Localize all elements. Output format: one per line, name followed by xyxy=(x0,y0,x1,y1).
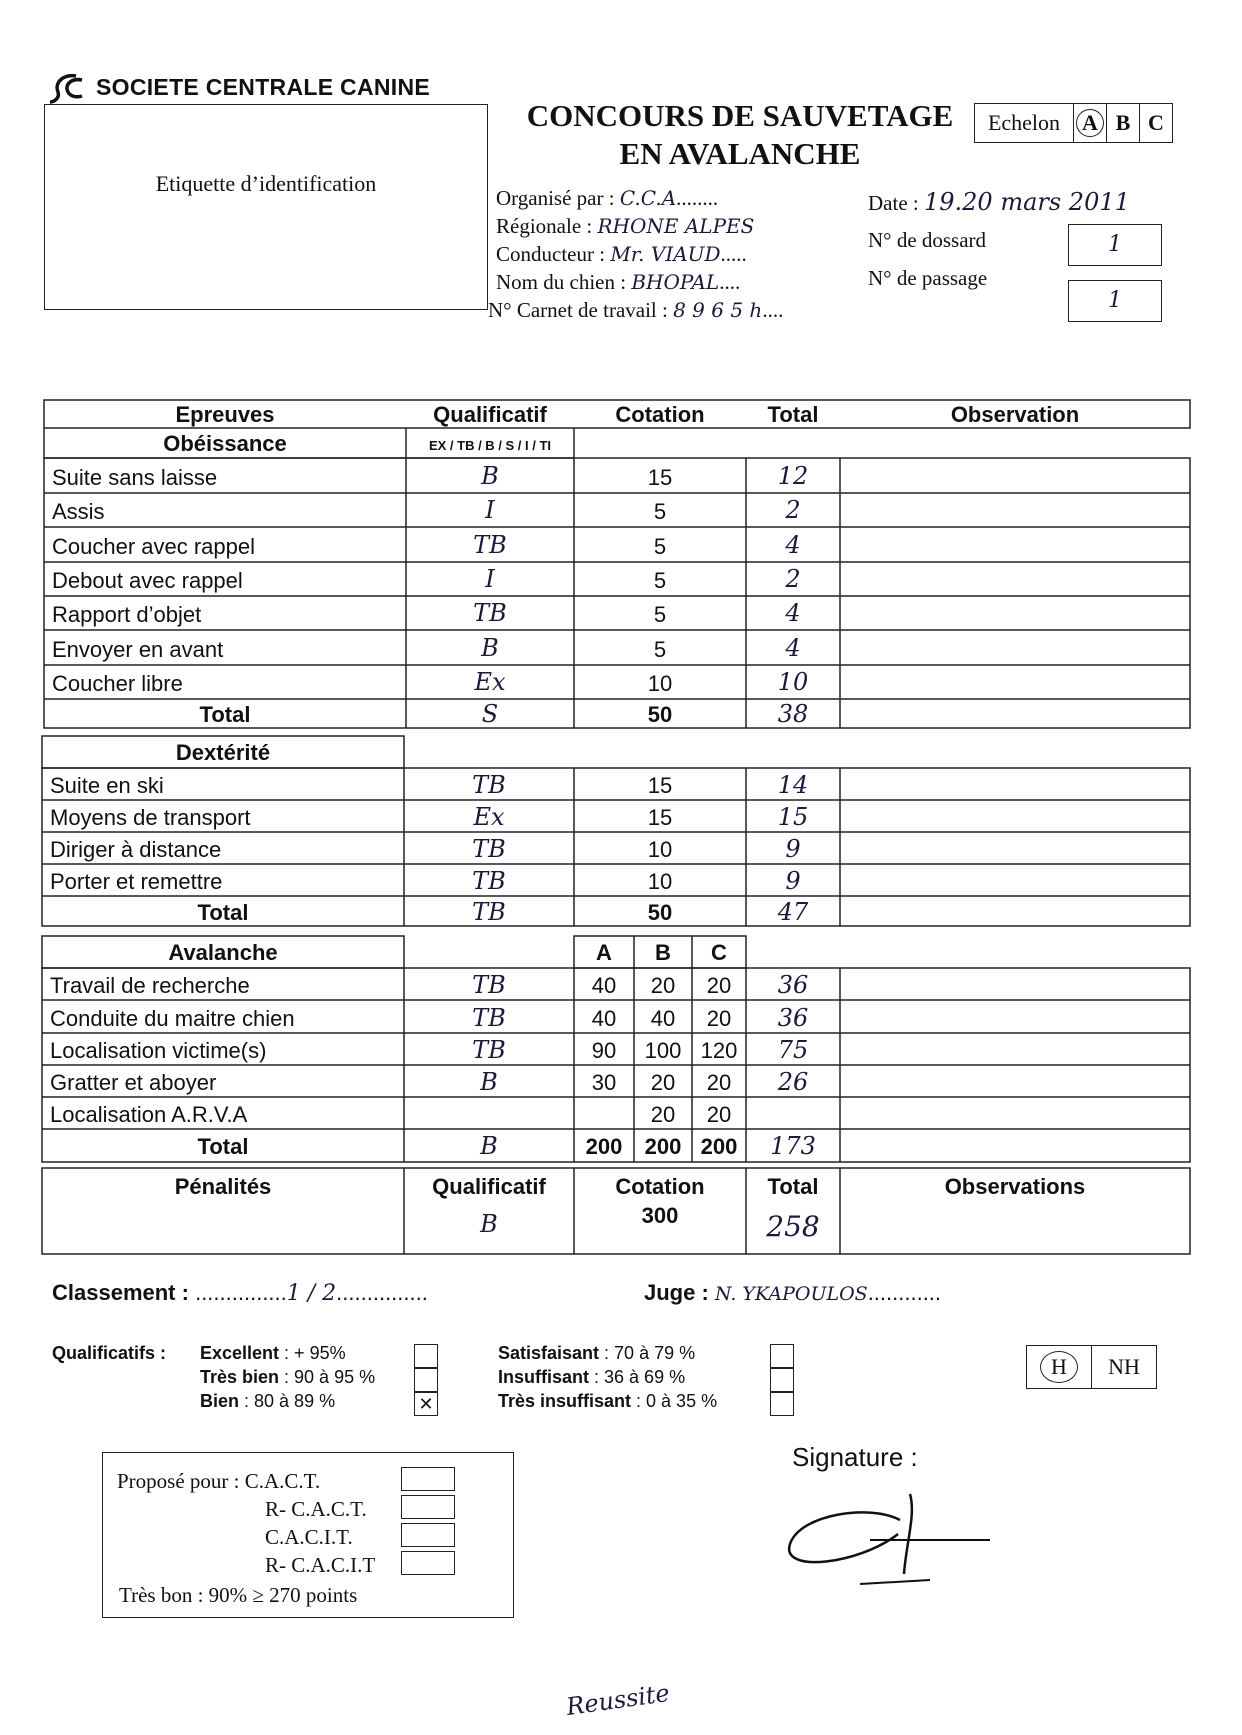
classement-value[interactable]: 1 / 2 xyxy=(286,1281,337,1306)
total-total[interactable]: 173 xyxy=(770,1132,816,1160)
row-c: 20 xyxy=(706,1006,732,1031)
propose-label: Proposé pour : C.A.C.T. xyxy=(117,1469,321,1493)
propose-item-1: C.A.C.I.T. xyxy=(265,1525,353,1549)
row-qual[interactable]: TB xyxy=(472,771,506,799)
checkbox-tres-insuffisant[interactable] xyxy=(770,1392,794,1416)
row-total[interactable]: 2 xyxy=(785,565,801,593)
total-b: 200 xyxy=(644,1134,682,1159)
checkbox-tres-bien[interactable] xyxy=(414,1368,438,1392)
propose-item-0: R- C.A.C.T. xyxy=(265,1497,367,1521)
row-name: Porter et remettre xyxy=(50,869,223,894)
date-value[interactable]: 19.20 mars 2011 xyxy=(923,188,1130,216)
conducteur-line: Conducteur : Mr. VIAUD..... xyxy=(496,242,747,266)
row-name: Coucher libre xyxy=(52,671,183,696)
total-label: Total xyxy=(199,702,251,727)
row-total[interactable]: 4 xyxy=(785,599,801,627)
row-cotation: 5 xyxy=(653,534,667,559)
carnet-label: N° Carnet de travail : xyxy=(488,298,668,322)
row-total[interactable]: 9 xyxy=(785,835,801,863)
row-name: Assis xyxy=(52,499,105,524)
row-qual[interactable]: B xyxy=(481,634,499,662)
row-total[interactable]: 26 xyxy=(777,1068,809,1096)
qual-item-left-2: Bien : 80 à 89 % xyxy=(200,1391,336,1411)
chien-line: Nom du chien : BHOPAL.... xyxy=(496,270,741,294)
qualificatifs-label: Qualificatifs : xyxy=(52,1343,167,1363)
chien-value[interactable]: BHOPAL xyxy=(631,270,720,294)
qual-item-left-0: Excellent : + 95% xyxy=(200,1343,346,1363)
col-c: C xyxy=(711,940,727,965)
signature-image xyxy=(780,1484,1000,1594)
section-title-avalanche: Avalanche xyxy=(168,940,278,965)
row-name: Diriger à distance xyxy=(50,837,222,862)
row-total[interactable]: 15 xyxy=(777,803,809,831)
conducteur-label: Conducteur : xyxy=(496,242,606,266)
row-name: Suite en ski xyxy=(50,773,164,798)
row-a: 30 xyxy=(591,1070,617,1095)
row-name: Debout avec rappel xyxy=(52,568,243,593)
row-cotation: 5 xyxy=(653,637,667,662)
row-qual[interactable]: TB xyxy=(472,971,506,999)
penalites-label: Pénalités xyxy=(174,1174,272,1199)
row-total[interactable]: 9 xyxy=(785,867,801,895)
dossard-value[interactable]: 1 xyxy=(1068,224,1162,266)
total-c: 200 xyxy=(700,1134,738,1159)
organise-value[interactable]: C.C.A xyxy=(619,186,677,210)
total-a: 200 xyxy=(585,1134,623,1159)
form-title-line1: CONCOURS DE SAUVETAGE xyxy=(526,98,954,133)
row-total[interactable]: 2 xyxy=(785,496,801,524)
total-label: Total xyxy=(197,1134,249,1159)
passage-value[interactable]: 1 xyxy=(1068,280,1162,322)
carnet-line: N° Carnet de travail : 8 9 6 5 h.... xyxy=(488,298,784,322)
row-b: 100 xyxy=(644,1038,682,1063)
checkbox-cact[interactable] xyxy=(401,1467,455,1491)
row-qual[interactable]: Ex xyxy=(474,668,506,696)
row-cotation: 10 xyxy=(647,837,673,862)
col-header-total: Total xyxy=(767,402,819,427)
classement-line: Classement : ...............1 / 2............... xyxy=(52,1280,428,1306)
row-name: Envoyer en avant xyxy=(52,637,224,662)
section-title-dexterite: Dextérité xyxy=(175,740,271,765)
final-qualificatif-value[interactable]: B xyxy=(480,1210,498,1238)
identification-label-text: Etiquette d’identification xyxy=(155,171,377,196)
row-qual[interactable]: TB xyxy=(473,599,507,627)
form-title-line2: EN AVALANCHE xyxy=(619,136,861,171)
row-cotation: 5 xyxy=(653,568,667,593)
total-label: Total xyxy=(197,900,249,925)
final-cotation-label: Cotation xyxy=(615,1174,705,1199)
row-name: Coucher avec rappel xyxy=(52,534,256,559)
row-cotation: 15 xyxy=(647,805,673,830)
row-qual[interactable]: B xyxy=(480,1068,498,1096)
row-name: Localisation A.R.V.A xyxy=(50,1102,248,1127)
row-qual[interactable]: I xyxy=(485,565,495,593)
echelon-option-c[interactable]: C xyxy=(1139,104,1172,142)
regionale-value[interactable]: RHONE ALPES xyxy=(597,214,755,238)
row-b: 20 xyxy=(650,1070,676,1095)
row-total[interactable]: 4 xyxy=(785,531,801,559)
row-name: Moyens de transport xyxy=(50,805,251,830)
nh-option[interactable]: NH xyxy=(1091,1346,1156,1388)
row-total[interactable]: 36 xyxy=(777,1004,809,1032)
row-name: Suite sans laisse xyxy=(52,465,218,490)
h-nh-selector xyxy=(1026,1345,1157,1389)
checkbox-cacit[interactable] xyxy=(401,1523,455,1547)
col-a: A xyxy=(596,940,612,965)
checkbox-r-cact[interactable] xyxy=(401,1495,455,1519)
row-total[interactable]: 14 xyxy=(777,771,809,799)
conducteur-value[interactable]: Mr. VIAUD xyxy=(610,242,721,266)
tres-bon-note: Très bon : 90% ≥ 270 points xyxy=(119,1583,358,1607)
dossard-label: N° de dossard xyxy=(868,228,987,252)
signature-label: Signature : xyxy=(792,1442,918,1472)
organization-name: SOCIETE CENTRALE CANINE xyxy=(96,74,431,100)
row-qual[interactable]: I xyxy=(485,496,495,524)
juge-label: Juge : xyxy=(644,1280,709,1305)
qual-item-left-1: Très bien : 90 à 95 % xyxy=(200,1367,376,1387)
row-name: Localisation victime(s) xyxy=(50,1038,267,1063)
row-name: Gratter et aboyer xyxy=(50,1070,217,1095)
h-option[interactable]: H xyxy=(1027,1346,1091,1388)
row-cotation: 15 xyxy=(647,465,673,490)
total-qual[interactable]: B xyxy=(480,1132,498,1160)
row-qual[interactable]: TB xyxy=(472,835,506,863)
row-name: Conduite du maitre chien xyxy=(50,1006,295,1031)
total-qual[interactable]: S xyxy=(481,700,499,728)
total-total[interactable]: 47 xyxy=(777,898,809,926)
col-header-cotation: Cotation xyxy=(615,402,705,427)
row-qual[interactable]: Ex xyxy=(473,803,505,831)
row-total[interactable]: 10 xyxy=(777,668,809,696)
row-a: 40 xyxy=(591,973,617,998)
date-label: Date : xyxy=(868,191,919,215)
chien-label: Nom du chien : xyxy=(496,270,627,294)
col-header-epreuves: Epreuves xyxy=(175,402,275,427)
row-b: 20 xyxy=(650,973,676,998)
final-total-label: Total xyxy=(767,1174,819,1199)
qual-item-right-0: Satisfaisant : 70 à 79 % xyxy=(498,1343,696,1363)
row-cotation: 15 xyxy=(647,773,673,798)
row-cotation: 5 xyxy=(653,602,667,627)
final-observations-label: Observations xyxy=(944,1174,1086,1199)
qual-item-right-1: Insuffisant : 36 à 69 % xyxy=(498,1367,686,1387)
row-c: 20 xyxy=(706,1070,732,1095)
propose-item-2: R- C.A.C.I.T xyxy=(265,1553,376,1577)
row-b: 40 xyxy=(650,1006,676,1031)
reussite-note: Reussite xyxy=(564,1678,672,1722)
checkbox-satisfaisant[interactable] xyxy=(770,1344,794,1368)
qual-scale: EX / TB / B / S / I / TI xyxy=(428,438,552,453)
final-cotation-value: 300 xyxy=(641,1203,679,1228)
proposal-box xyxy=(102,1452,514,1618)
final-total-value[interactable]: 258 xyxy=(766,1210,820,1243)
total-cotation: 50 xyxy=(647,702,673,727)
row-c: 20 xyxy=(706,1102,732,1127)
qual-item-right-2: Très insuffisant : 0 à 35 % xyxy=(498,1391,718,1411)
row-qual[interactable]: TB xyxy=(473,531,507,559)
row-qual[interactable]: TB xyxy=(472,1036,506,1064)
checkbox-insuffisant[interactable] xyxy=(770,1368,794,1392)
col-header-observation: Observation xyxy=(950,402,1080,427)
row-name: Travail de recherche xyxy=(50,973,250,998)
row-cotation: 10 xyxy=(647,869,673,894)
classement-label: Classement : xyxy=(52,1280,189,1305)
organise-line: Organisé par : C.C.A........ xyxy=(496,186,719,210)
row-a: 40 xyxy=(591,1006,617,1031)
row-qual[interactable]: B xyxy=(481,462,499,490)
echelon-option-a[interactable]: A xyxy=(1073,104,1106,142)
section-title-obeissance: Obéissance xyxy=(163,431,287,456)
checkbox-bien[interactable]: ✕ xyxy=(414,1392,438,1416)
passage-label: N° de passage xyxy=(868,266,988,290)
col-header-qualificatif: Qualificatif xyxy=(433,402,547,427)
row-b: 20 xyxy=(650,1102,676,1127)
final-qualificatif-label: Qualificatif xyxy=(432,1174,546,1199)
checkbox-excellent[interactable] xyxy=(414,1344,438,1368)
col-b: B xyxy=(655,940,671,965)
total-total[interactable]: 38 xyxy=(777,700,809,728)
row-qual[interactable]: TB xyxy=(472,867,506,895)
carnet-value[interactable]: 8 9 6 5 h xyxy=(673,298,763,322)
echelon-option-b[interactable]: B xyxy=(1106,104,1139,142)
row-c: 120 xyxy=(700,1038,738,1063)
row-c: 20 xyxy=(706,973,732,998)
regionale-label: Régionale : xyxy=(496,214,593,238)
echelon-label: Echelon xyxy=(987,110,1061,135)
row-a: 90 xyxy=(591,1038,617,1063)
row-total[interactable]: 4 xyxy=(785,634,801,662)
juge-value[interactable]: N. YKAPOULOS xyxy=(714,1283,868,1305)
total-cotation: 50 xyxy=(647,900,673,925)
row-total[interactable]: 75 xyxy=(777,1036,809,1064)
juge-line: Juge : N. YKAPOULOS............ xyxy=(644,1280,942,1305)
row-name: Rapport d’objet xyxy=(52,602,202,627)
row-total[interactable]: 36 xyxy=(777,971,809,999)
total-qual[interactable]: TB xyxy=(472,898,506,926)
row-cotation: 10 xyxy=(647,671,673,696)
row-qual[interactable]: TB xyxy=(472,1004,506,1032)
organise-label: Organisé par : xyxy=(496,186,615,210)
row-total[interactable]: 12 xyxy=(777,462,809,490)
row-cotation: 5 xyxy=(653,499,667,524)
checkbox-r-cacit[interactable] xyxy=(401,1551,455,1575)
